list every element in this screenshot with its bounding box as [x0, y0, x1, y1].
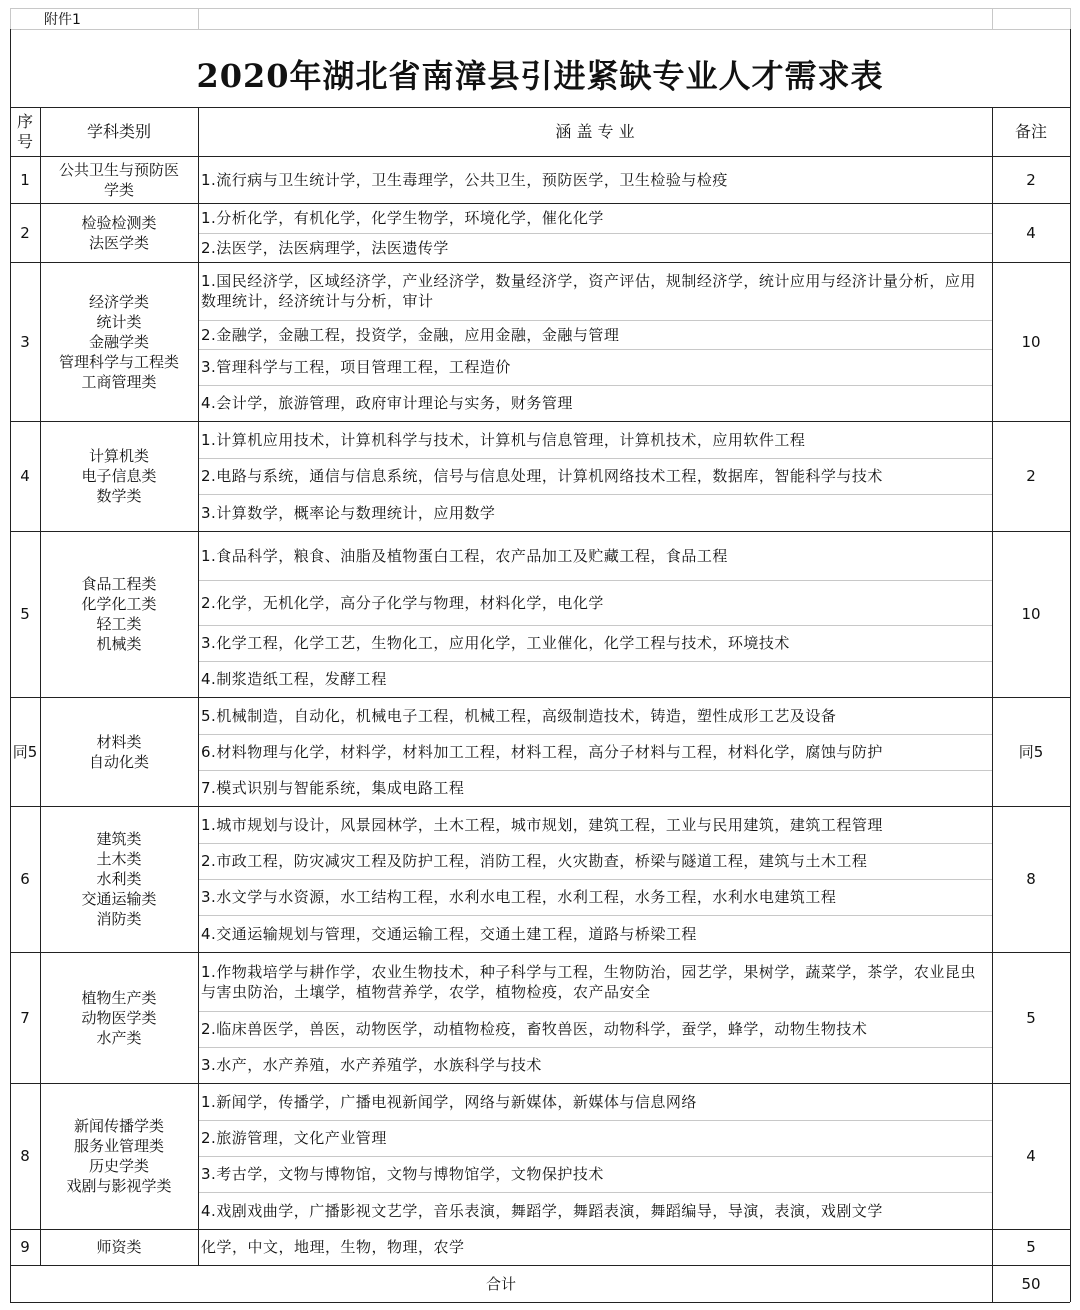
row-note: 4 [1026, 223, 1036, 242]
page-title: 2020年湖北省南漳县引进紧缺专业人才需求表 [196, 57, 884, 95]
row-note: 10 [1021, 605, 1041, 623]
grid-line [198, 320, 992, 321]
grid-line [198, 458, 992, 459]
grid-line [198, 625, 992, 626]
major-line: 1.流行病与卫生统计学，卫生毒理学，公共卫生，预防医学，卫生检验与检疫 [201, 170, 728, 189]
grid-line [10, 8, 1070, 9]
row-note: 10 [1021, 332, 1041, 351]
subject-category: 师资类 [96, 1238, 142, 1256]
grid-line [198, 1120, 992, 1121]
grid-line [198, 661, 992, 662]
grid-line [992, 8, 993, 29]
major-line: 3.化学工程，化学工艺，生物化工，应用化学，工业催化，化学工程与技术，环境技术 [201, 634, 790, 652]
grid-line [198, 1192, 992, 1193]
major-line: 4.戏剧戏曲学，广播影视文艺学，音乐表演，舞蹈学，舞蹈表演，舞蹈编导，导演，表演，戏剧文学 [201, 1201, 883, 1220]
grid-line [198, 1047, 992, 1048]
total-label: 合计 [485, 1274, 516, 1293]
major-line: 5.机械制造，自动化，机械电子工程，机械工程，高级制造技术，铸造，塑性成形工艺及设备 [201, 706, 837, 725]
major-line: 2.电路与系统，通信与信息系统，信号与信息处理，计算机网络技术工程，数据库，智能科学与技术 [201, 467, 883, 485]
row-note: 2 [1026, 467, 1036, 485]
grid-line [1070, 8, 1071, 29]
header-majors: 涵 盖 专 业 [555, 121, 635, 141]
major-line: 1.城市规划与设计，风景园林学，土木工程，城市规划，建筑工程，工业与民用建筑，建筑工程管理 [201, 815, 883, 834]
grid-line [40, 107, 41, 1265]
subject-category: 建筑类 土木类 水利类 交通运输类 消防类 [81, 830, 157, 928]
subject-category: 公共卫生与预防医 学类 [58, 160, 179, 199]
attachment-label: 附件1 [44, 12, 81, 28]
major-line: 3.计算数学，概率论与数理统计，应用数学 [201, 503, 496, 522]
major-line: 4.制浆造纸工程，发酵工程 [201, 670, 387, 688]
grid-line [992, 107, 993, 1302]
header-no: 序 号 [16, 111, 33, 151]
grid-line [198, 734, 992, 735]
major-line: 3.管理科学与工程，项目管理工程，工程造价 [201, 358, 511, 376]
subject-category: 经济学类 统计类 金融学类 管理科学与工程类 工商管理类 [58, 292, 179, 391]
major-line: 化学，中文，地理，生物，物理，农学 [201, 1238, 465, 1256]
row-note: 5 [1026, 1238, 1036, 1256]
major-line: 6.材料物理与化学，材料学，材料加工工程，材料工程，高分子材料与工程，材料化学，腐蚀与防护 [201, 743, 883, 761]
major-line: 2.化学，无机化学，高分子化学与物理，材料化学，电化学 [201, 593, 604, 612]
header-category: 学科类别 [86, 121, 151, 141]
row-number: 8 [20, 1147, 30, 1165]
grid-line [198, 843, 992, 844]
grid-line [198, 915, 992, 916]
major-line: 3.水产，水产养殖，水产养殖学，水族科学与技术 [201, 1056, 542, 1074]
major-line: 1.分析化学，有机化学，化学生物学，环境化学，催化化学 [201, 209, 604, 227]
grid-line [198, 349, 992, 350]
row-number: 9 [20, 1238, 30, 1256]
grid-line [198, 107, 199, 1265]
grid-line [198, 233, 992, 234]
subject-category: 食品工程类 化学化工类 轻工类 机械类 [81, 575, 157, 653]
grid-line [198, 879, 992, 880]
row-number: 6 [20, 870, 30, 888]
row-note: 同5 [1018, 742, 1044, 761]
grid-line [10, 1302, 1070, 1303]
major-line: 2.法医学，法医病理学，法医遗传学 [201, 238, 449, 257]
grid-line [1070, 29, 1071, 1302]
row-note: 8 [1026, 870, 1036, 888]
subject-category: 材料类 自动化类 [88, 732, 149, 771]
grid-line [198, 385, 992, 386]
row-note: 2 [1026, 170, 1036, 189]
major-line: 4.交通运输规划与管理，交通运输工程，交通土建工程，道路与桥梁工程 [201, 924, 697, 943]
major-line: 2.金融学，金融工程，投资学，金融，应用金融，金融与管理 [201, 325, 620, 344]
row-number: 同5 [12, 742, 38, 761]
major-line: 4.会计学，旅游管理，政府审计理论与实务，财务管理 [201, 394, 573, 412]
major-line: 2.市政工程，防灾减灾工程及防护工程，消防工程，火灾勘查，桥梁与隧道工程，建筑与土木工程 [201, 852, 868, 870]
header-note: 备注 [1014, 121, 1047, 141]
row-number: 7 [20, 1008, 30, 1027]
row-number: 3 [20, 332, 30, 351]
grid-line [198, 8, 199, 29]
row-note: 5 [1026, 1008, 1036, 1027]
grid-line [198, 1156, 992, 1157]
row-number: 4 [20, 467, 30, 485]
major-line: 2.旅游管理，文化产业管理 [201, 1129, 387, 1147]
row-number: 2 [20, 223, 30, 242]
grid-line [10, 29, 1070, 30]
major-line: 1.国民经济学，区域经济学，产业经济学，数量经济学，资产评估，规制经济学，统计应用与经济计量分析，应用数理统计，经济统计与分析，审计 [201, 272, 976, 310]
grid-line [198, 580, 992, 581]
major-line: 1.作物栽培学与耕作学，农业生物技术，种子科学与工程，生物防治，园艺学，果树学，蔬菜学，茶学，农业昆虫与害虫防治，土壤学，植物营养学，农学，植物检疫，农产品安全 [201, 962, 976, 1001]
row-note: 4 [1026, 1147, 1036, 1165]
total-value: 50 [1021, 1274, 1041, 1293]
major-line: 1.食品科学，粮食、油脂及植物蛋白工程，农产品加工及贮藏工程，食品工程 [201, 546, 728, 565]
subject-category: 新闻传播学类 服务业管理类 历史学类 戏剧与影视学类 [66, 1117, 172, 1195]
subject-category: 植物生产类 动物医学类 水产类 [81, 988, 157, 1047]
subject-category: 计算机类 电子信息类 数学类 [81, 447, 157, 505]
major-line: 3.水文学与水资源，水工结构工程，水利水电工程，水利工程，水务工程，水利水电建筑工程 [201, 888, 837, 906]
grid-line [10, 8, 11, 29]
subject-category: 检验检测类 法医学类 [81, 213, 157, 252]
major-line: 2.临床兽医学，兽医，动物医学，动植物检疫，畜牧兽医，动物科学，蚕学，蜂学，动物生物技术 [201, 1020, 868, 1038]
major-line: 1.计算机应用技术，计算机科学与技术，计算机与信息管理，计算机技术，应用软件工程 [201, 430, 806, 449]
row-number: 1 [20, 170, 30, 189]
grid-line [198, 494, 992, 495]
major-line: 7.模式识别与智能系统，集成电路工程 [201, 779, 465, 797]
grid-line [198, 1011, 992, 1012]
grid-line [198, 770, 992, 771]
major-line: 1.新闻学，传播学，广播电视新闻学，网络与新媒体，新媒体与信息网络 [201, 1092, 697, 1111]
row-number: 5 [20, 605, 30, 623]
major-line: 3.考古学，文物与博物馆，文物与博物馆学，文物保护技术 [201, 1165, 604, 1183]
